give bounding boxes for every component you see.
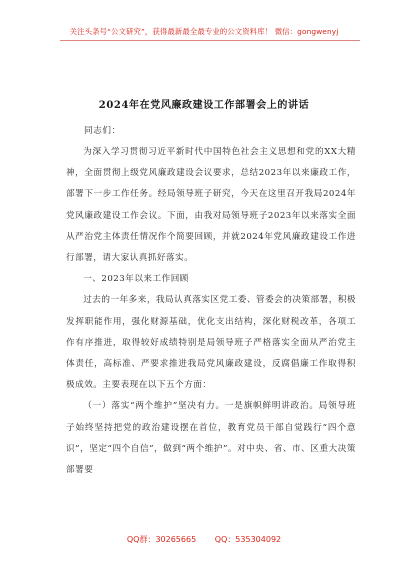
salutation: 同志们： <box>84 126 121 136</box>
document-title: 2024年在党风廉政建设工作部署会上的讲话 <box>98 100 310 111</box>
footer-qq: QQ：535304092 <box>214 535 282 544</box>
subsection-paragraph: （一）落实“两个维护”坚决有力。一是旗帜鲜明讲政治。局领导班子始终坚持把党的政治建设摆在首位，教育党员干部自觉践行“四个意识”，坚定“四个自信”，做到“两个维护”。对中央、省、市、区重大决策部署要 <box>66 401 356 476</box>
intro-paragraph: 为深入学习贯彻习近平新时代中国特色社会主义思想和党的XX大精神，全面贯彻上级党风廉政建设会议要求，总结2023年以来廉政工作，部署下一步工作任务。经局领导班子研究，今天在这里召开我局2024年党风廉政建设工作会议。下面，由我对局领导班子2023年以来落实全面从严治党主体责任情况作个简要回顾，并就2024年党风廉政建设工作进行部署，请大家认真抓好落实。 <box>66 147 356 264</box>
document-body <box>66 142 356 481</box>
section-heading: 一、2023年以来工作回顾 <box>83 274 189 285</box>
footer-qq-group: QQ群：30265665 <box>126 535 197 544</box>
footer-contact <box>0 534 408 545</box>
header-banner: 关注头条号“公文研究”，获得最新最全最专业的公文资料库！ 微信：gongwenyj <box>69 27 339 36</box>
review-paragraph: 过去的一年多来，我局认真落实区党工委、管委会的决策部署，积极发挥职能作用，强化财源基础，优化支出结构，深化财税改革，各项工作有序推进，取得较好成绩特别是局领导班子严格落实全面从严治党主体责任，高标准、严要求推进我局党风廉政建设，反腐倡廉工作取得积极成效。主要表现在以下五个方面： <box>66 295 357 391</box>
header-divider <box>60 40 360 41</box>
